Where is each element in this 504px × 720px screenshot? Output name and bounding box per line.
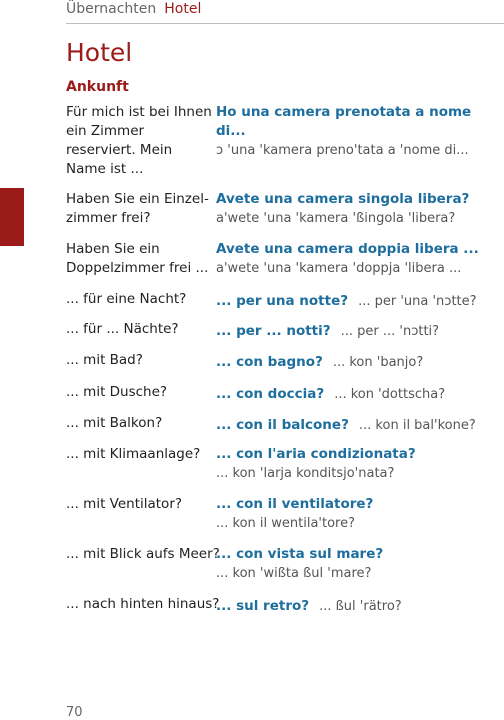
italian-phrase: ... con doccia? <box>216 386 325 402</box>
german-phrase: ... für ... Nächte? <box>66 321 179 337</box>
pronunciation: ... ßul 'rätro? <box>319 599 402 614</box>
pronunciation: ... kon 'wißta ßul 'mare? <box>216 566 372 581</box>
italian-phrase: ... per ... notti? <box>216 323 331 339</box>
pronunciation: ... kon 'larja konditsjo'nata? <box>216 466 395 481</box>
pronunciation: ... per ... 'nɔtti? <box>340 324 440 339</box>
italian-block <box>216 595 504 616</box>
pronunciation: ... kon il bal'kone? <box>358 418 476 433</box>
chapter-tab-marker <box>0 188 24 246</box>
german-phrase: ... mit Klimaanlage? <box>66 446 201 462</box>
italian-block <box>216 103 504 160</box>
pronunciation: a'wete 'una 'kamera 'ßingola 'libera? <box>216 211 456 226</box>
german-phrase: ... mit Bad? <box>66 352 143 368</box>
italian-block <box>216 545 504 583</box>
page-number: 70 <box>66 705 83 720</box>
header-rule <box>66 23 504 24</box>
italian-phrase: ... con l'aria condizionata? <box>216 446 416 462</box>
breadcrumb-current: Hotel <box>164 1 202 17</box>
pronunciation: ɔ 'una 'kamera preno'tata a 'nome di... <box>216 143 469 158</box>
section-heading: Ankunft <box>66 79 129 95</box>
italian-block <box>216 351 504 372</box>
german-phrase: ... nach hinten hinaus? <box>66 596 220 612</box>
italian-phrase: ... con il balcone? <box>216 417 349 433</box>
pronunciation: ... per 'una 'nɔtte? <box>358 294 477 309</box>
german-phrase: Haben Sie ein Einzel-zimmer frei? <box>66 191 209 226</box>
italian-phrase: Avete una camera doppia libera ... <box>216 241 479 257</box>
pronunciation: ... kon 'banjo? <box>332 355 424 370</box>
italian-block <box>216 495 504 533</box>
italian-phrase: ... con vista sul mare? <box>216 546 384 562</box>
german-phrase: Für mich ist bei Ihnen ein Zimmer reserviert. Mein Name ist ... <box>66 104 212 177</box>
pronunciation: a'wete 'una 'kamera 'doppja 'libera ... <box>216 261 462 276</box>
german-phrase: ... mit Ventilator? <box>66 496 183 512</box>
breadcrumb-parent: Übernachten <box>66 1 157 17</box>
german-phrase: ... mit Blick aufs Meer? <box>66 546 220 562</box>
italian-block <box>216 190 504 228</box>
page-title: Hotel <box>66 38 133 67</box>
italian-block <box>216 383 504 404</box>
pronunciation: ... kon il wentila'tore? <box>216 516 356 531</box>
breadcrumb <box>66 0 201 18</box>
german-phrase: ... mit Dusche? <box>66 384 168 400</box>
italian-block <box>216 240 504 278</box>
pronunciation: ... kon 'dottscha? <box>334 387 446 402</box>
italian-block <box>216 290 504 311</box>
italian-phrase: ... per una notte? <box>216 293 349 309</box>
italian-phrase: Ho una camera prenotata a nome di... <box>216 104 472 139</box>
german-phrase: ... mit Balkon? <box>66 415 163 431</box>
italian-block <box>216 445 504 483</box>
italian-block <box>216 320 504 341</box>
italian-phrase: Avete una camera singola libera? <box>216 191 470 207</box>
italian-phrase: ... con bagno? <box>216 354 323 370</box>
german-phrase: Haben Sie ein Doppelzimmer frei ... <box>66 241 209 276</box>
italian-block <box>216 414 504 435</box>
german-phrase: ... für eine Nacht? <box>66 291 187 307</box>
italian-phrase: ... sul retro? <box>216 598 310 614</box>
italian-phrase: ... con il ventilatore? <box>216 496 374 512</box>
